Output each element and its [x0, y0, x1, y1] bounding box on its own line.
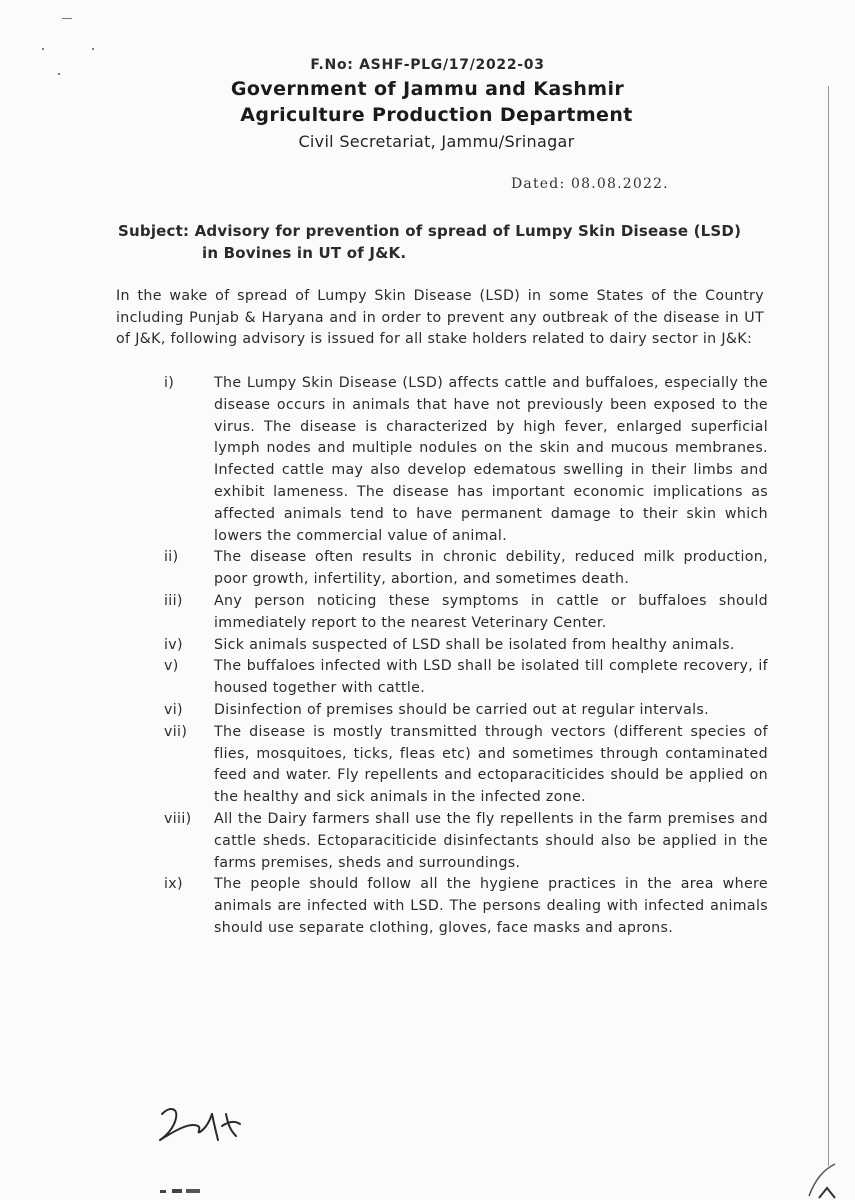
item-number: i) [164, 375, 175, 391]
list-item [118, 700, 768, 722]
item-text: The buffaloes infected with LSD shall be isolated till complete recovery, if housed together with cattle. [214, 658, 768, 697]
list-item [118, 591, 768, 635]
date-line: Dated: 08.08.2022. [511, 176, 669, 192]
subject [118, 220, 778, 264]
item-number: vi) [164, 701, 183, 718]
secretariat-heading: Civil Secretariat, Jammu/Srinagar [298, 132, 575, 151]
list-item [118, 874, 768, 939]
file-number: F.No: ASHF-PLG/17/2022-03 [310, 57, 545, 73]
item-text: Disinfection of premises should be carried out at regular intervals. [214, 701, 710, 718]
list-item [118, 656, 768, 700]
corner-scribble [805, 1160, 841, 1200]
item-text: All the Dairy farmers shall use the fly repellents in the farm premises and cattle sheds. Ectoparaciticide disinfectants should also be applied in the farms premises, sheds and surroundings. [214, 810, 768, 871]
item-number: viii) [164, 810, 192, 827]
list-item [118, 373, 768, 547]
scan-speck [42, 48, 44, 50]
department-heading: Agriculture Production Department [240, 104, 633, 126]
advisory-list [118, 373, 768, 940]
item-text: Any person noticing these symptoms in cattle or buffaloes should immediately report to the nearest Veterinary Center. [214, 592, 768, 631]
item-number: vii) [164, 723, 188, 740]
item-number: v) [164, 658, 179, 675]
list-item [118, 722, 768, 809]
item-text: The disease is mostly transmitted through vectors (different species of flies, mosquitoes, ticks, fleas etc) and sometimes through contaminated feed and water. Fly repellents and ectoparaciticides should be applied on the healthy and sick animals in the infected zone. [214, 723, 768, 806]
item-text: Sick animals suspected of LSD shall be isolated from healthy animals. [214, 636, 735, 653]
subject-line-1: Subject: Advisory for prevention of spread of Lumpy Skin Disease (LSD) [118, 222, 742, 240]
scan-speck [58, 73, 60, 75]
government-heading: Government of Jammu and Kashmir [230, 78, 625, 100]
item-text: The Lumpy Skin Disease (LSD) affects cattle and buffaloes, especially the disease occurs in animals that have not previously been exposed to the virus. The disease is characterized by high fever, enlarged superficial lymph nodes and multiple nodules on the skin and mucous membranes. Infected cattle may also develop edematous swelling in their limbs and exhibit lameness. The disease has important economic implications as affected animals tend to have permanent damage to their skin which lowers the commercial value of animal. [214, 375, 768, 544]
cropped-text-fragment [160, 1186, 280, 1196]
intro-paragraph: In the wake of spread of Lumpy Skin Disease (LSD) in some States of the Country including Punjab & Haryana and in order to prevent any outbreak of the disease in UT of J&K, following advisory is issued for all stake holders related to dairy sector in J&K: [116, 288, 764, 347]
item-text: The people should follow all the hygiene practices in the area where animals are infected with LSD. The persons dealing with infected animals should use separate clothing, gloves, face masks and aprons. [214, 876, 768, 936]
item-number: ix) [164, 876, 183, 893]
list-item [118, 635, 768, 657]
subject-line-2: in Bovines in UT of J&K. [202, 244, 407, 262]
item-text: The disease often results in chronic debility, reduced milk production, poor growth, infertility, abortion, and sometimes death. [214, 549, 768, 588]
scan-mark [62, 18, 72, 19]
item-number: iv) [164, 636, 183, 653]
scan-speck [92, 48, 94, 50]
page-edge-line [828, 86, 829, 1166]
item-number: iii) [164, 592, 183, 609]
list-item [118, 547, 768, 591]
item-number: ii) [164, 549, 179, 566]
handwritten-signature-icon [156, 1100, 246, 1150]
list-item [118, 809, 768, 874]
